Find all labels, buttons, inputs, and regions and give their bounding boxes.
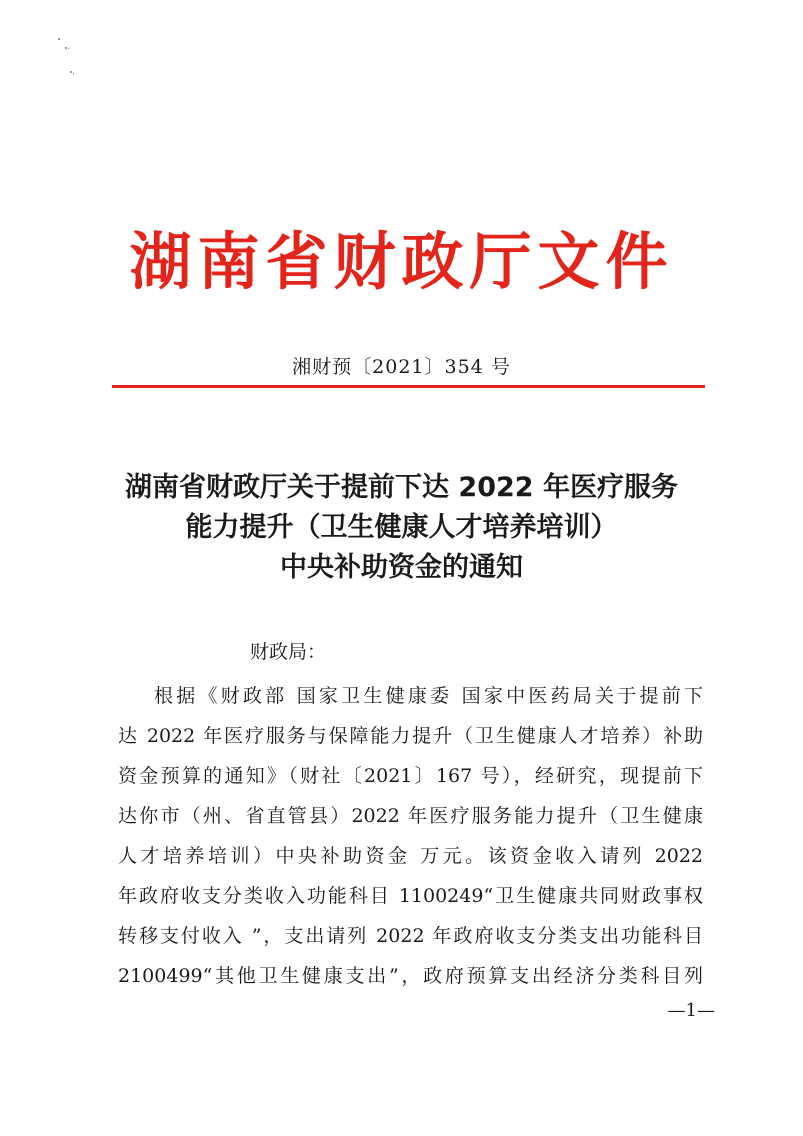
- body-text: [118, 676, 703, 996]
- body-line: 转移支付收入 ”，支出请列 2022 年政府收支分类支出功能科目: [118, 925, 703, 947]
- notice-title-line: 湖南省财政厅关于提前下达 2022 年医疗服务: [125, 472, 678, 503]
- document-number: 湘财预〔2021〕354 号: [292, 356, 511, 378]
- body-line: 达你市（州、省直管县）2022 年医疗服务能力提升（卫生健康: [118, 805, 703, 827]
- notice-title-line: 能力提升（卫生健康人才培养培训）: [185, 512, 618, 543]
- issuer-heading: 湖南省财政厅文件: [129, 225, 674, 298]
- page-number: —1—: [667, 1000, 715, 1021]
- body-line: 年政府收支分类收入功能科目 1100249“卫生健康共同财政事权: [118, 885, 703, 907]
- body-line: 人才培养培训）中央补助资金 万元。该资金收入请列 2022: [118, 845, 703, 867]
- notice-title: [0, 468, 803, 588]
- body-line: 资金预算的通知》（财社〔2021〕167 号），经研究，现提前下: [118, 765, 703, 787]
- body-line: 达 2022 年医疗服务与保障能力提升（卫生健康人才培养）补助: [118, 725, 703, 747]
- scan-specks: [55, 38, 75, 78]
- body-line: 2100499“其他卫生健康支出”，政府预算支出经济分类科目列: [118, 965, 703, 987]
- red-divider: [112, 385, 705, 388]
- body-line: 根据《财政部 国家卫生健康委 国家中医药局关于提前下: [154, 685, 703, 707]
- notice-title-line: 中央补助资金的通知: [280, 552, 523, 583]
- recipient: 财政局：: [250, 641, 327, 663]
